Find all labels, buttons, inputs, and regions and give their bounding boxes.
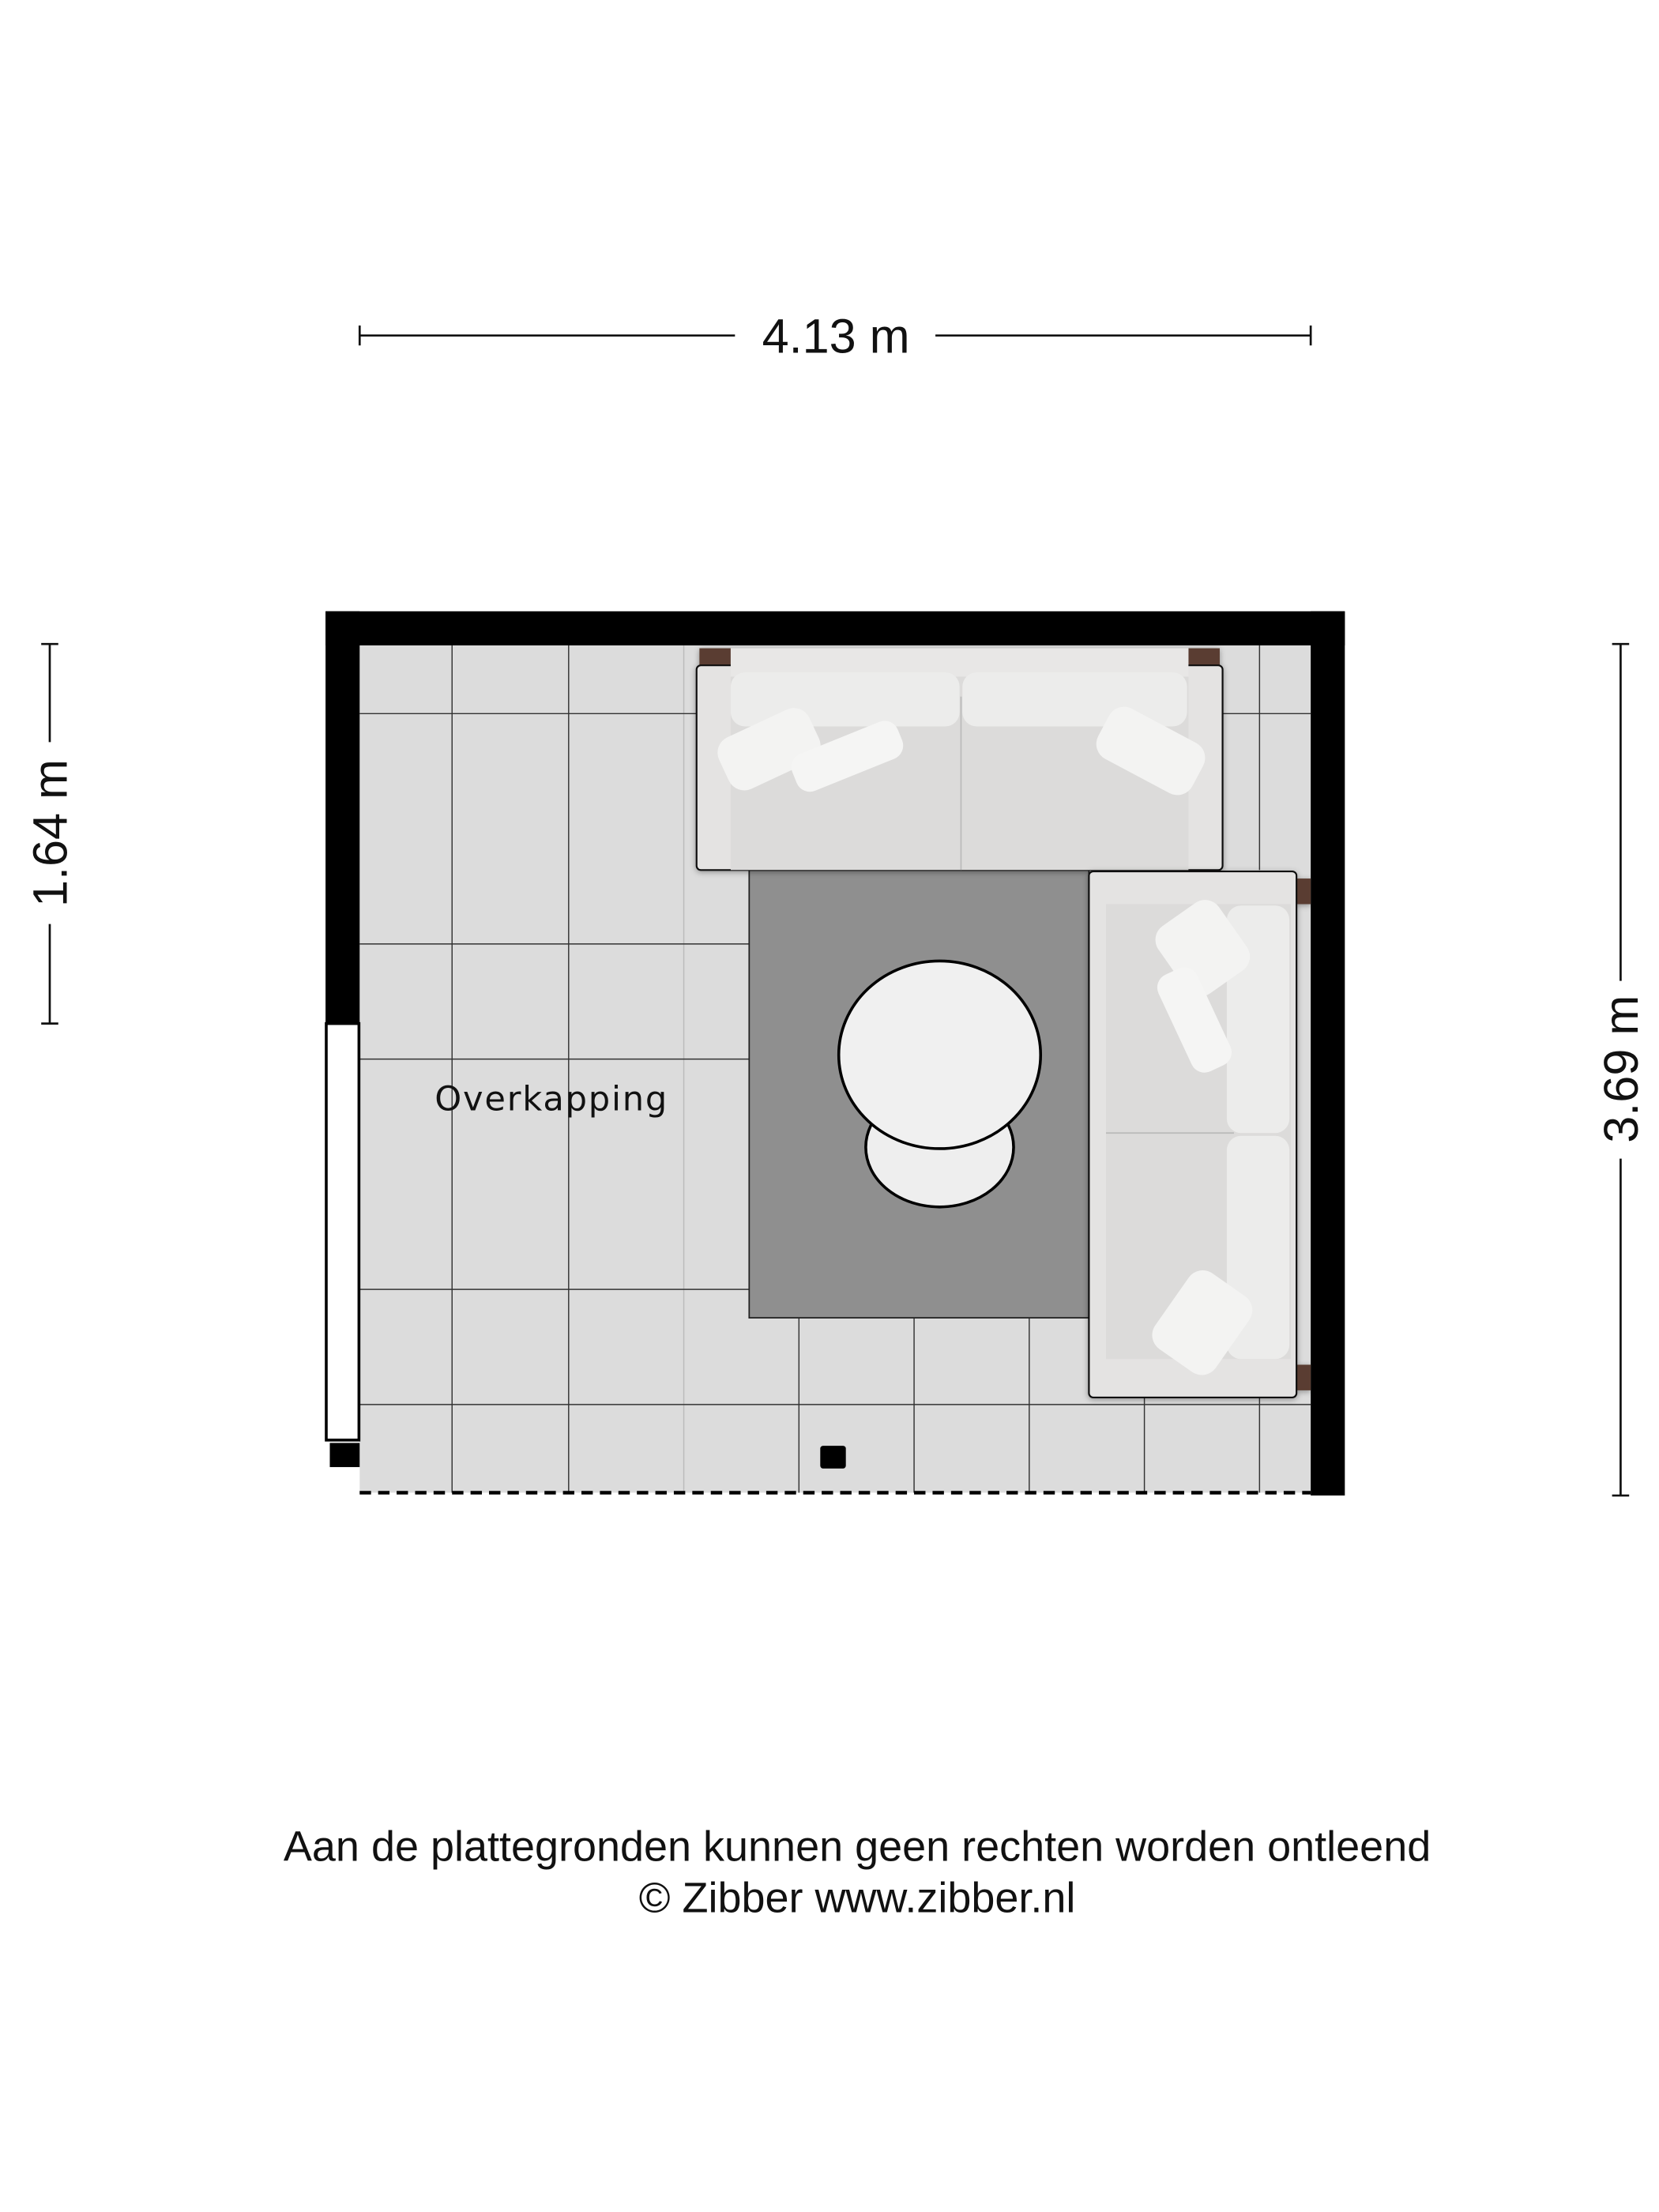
footer-copyright: © Zibber www.zibber.nl [638,1874,1076,1922]
window [326,1024,359,1440]
left-wall [325,611,359,1024]
sofa-top [697,649,1223,871]
column-block [329,1443,359,1467]
top-wall [325,611,1345,645]
post-block [820,1446,845,1469]
room-label: Overkapping [434,1079,669,1119]
sofa-right [1089,871,1311,1398]
left-height-dimension [24,644,77,1023]
right-height-dimension [1594,644,1648,1495]
width-dimension [359,309,1311,363]
width-label: 4.13 m [762,309,910,363]
footer-disclaimer: Aan de plattegronden kunnen geen rechten worden ontleend [283,1823,1431,1871]
right-wall [1311,611,1345,1495]
right-height-label: 3.69 m [1594,995,1649,1143]
left-height-label: 1.64 m [23,758,77,908]
